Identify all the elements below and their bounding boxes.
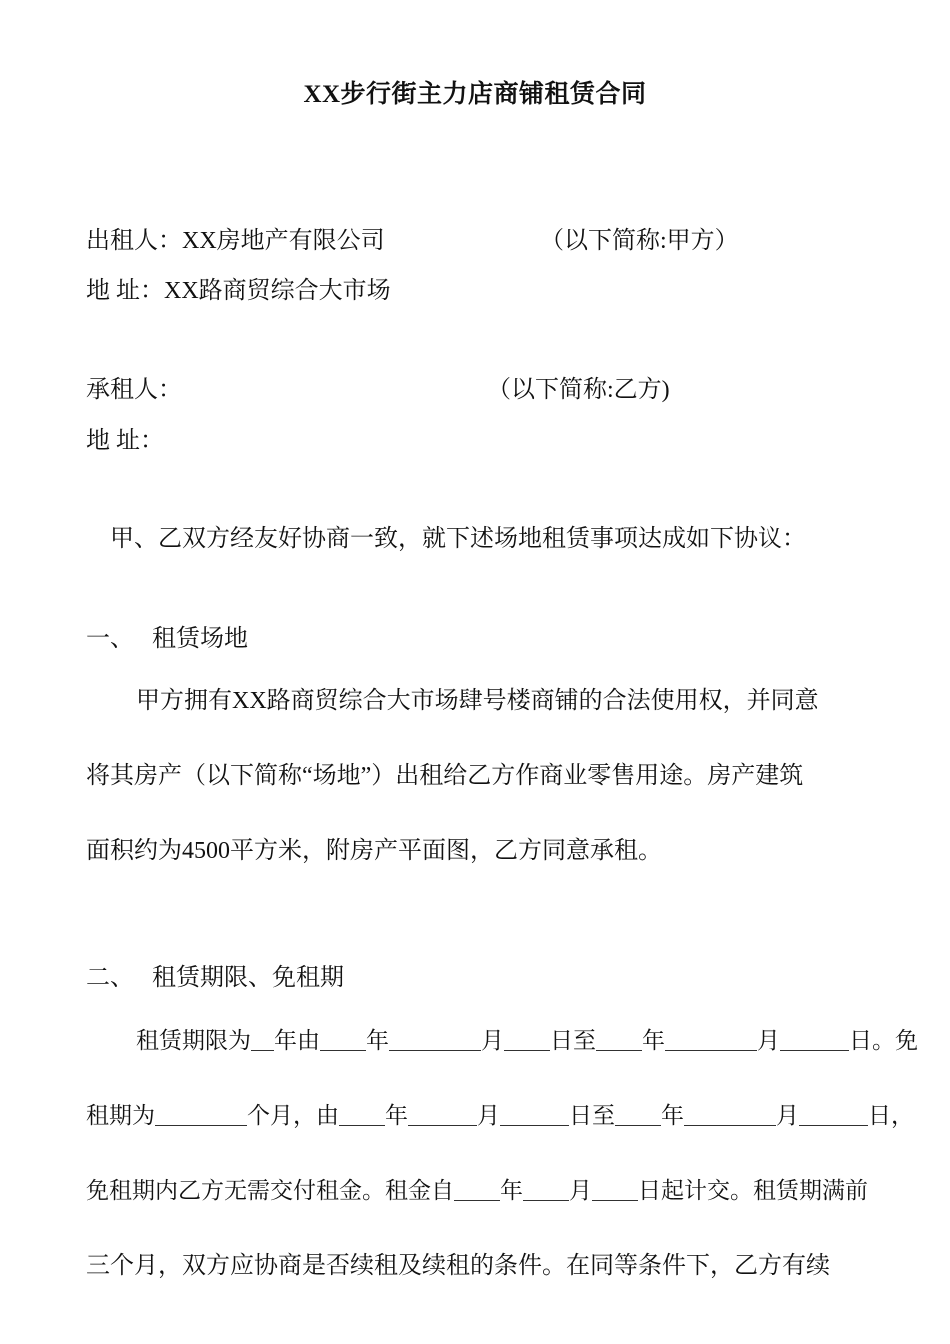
lessee-note: （以下简称:乙方)	[487, 377, 670, 403]
section-1-title: 租赁场地	[152, 626, 248, 652]
section-1-line: 甲方拥有XX路商贸综合大市场肆号楼商铺的合法使用权，并同意	[136, 688, 819, 714]
lessee-address: 地 址：	[86, 428, 164, 454]
lessor-address: 地 址：XX路商贸综合大市场	[86, 278, 391, 304]
section-2-line: 租赁期限为＿年由＿＿年＿＿＿＿月＿＿日至＿＿年＿＿＿＿月＿＿＿日。免	[136, 1028, 918, 1053]
section-1-line: 面积约为4500平方米，附房产平面图，乙方同意承租。	[86, 838, 662, 864]
section-2-line: 租期为＿＿＿＿个月，由＿＿年＿＿＿月＿＿＿日至＿＿年＿＿＿＿月＿＿＿日，	[86, 1103, 914, 1128]
section-1-line: 将其房产（以下简称“场地”）出租给乙方作商业零售用途。房产建筑	[86, 763, 804, 789]
lessor-line: 出租人：XX房地产有限公司	[86, 228, 385, 254]
document-title: XX步行街主力店商铺租赁合同	[303, 81, 647, 108]
intro-paragraph: 甲、乙双方经友好协商一致，就下述场地租赁事项达成如下协议：	[110, 526, 806, 552]
section-2-heading	[86, 963, 344, 993]
lessor-note: （以下简称:甲方）	[540, 228, 739, 254]
section-2-number: 二、	[86, 965, 134, 991]
section-1-heading	[86, 624, 248, 654]
section-2-title: 租赁期限、免租期	[152, 965, 344, 991]
section-1-number: 一、	[86, 626, 134, 652]
lessee-line: 承租人：	[86, 377, 182, 403]
section-2-line: 三个月，双方应协商是否续租及续租的条件。在同等条件下，乙方有续	[86, 1253, 830, 1279]
section-2-line: 免租期内乙方无需交付租金。租金自＿＿年＿＿月＿＿日起计交。租赁期满前	[86, 1178, 868, 1203]
